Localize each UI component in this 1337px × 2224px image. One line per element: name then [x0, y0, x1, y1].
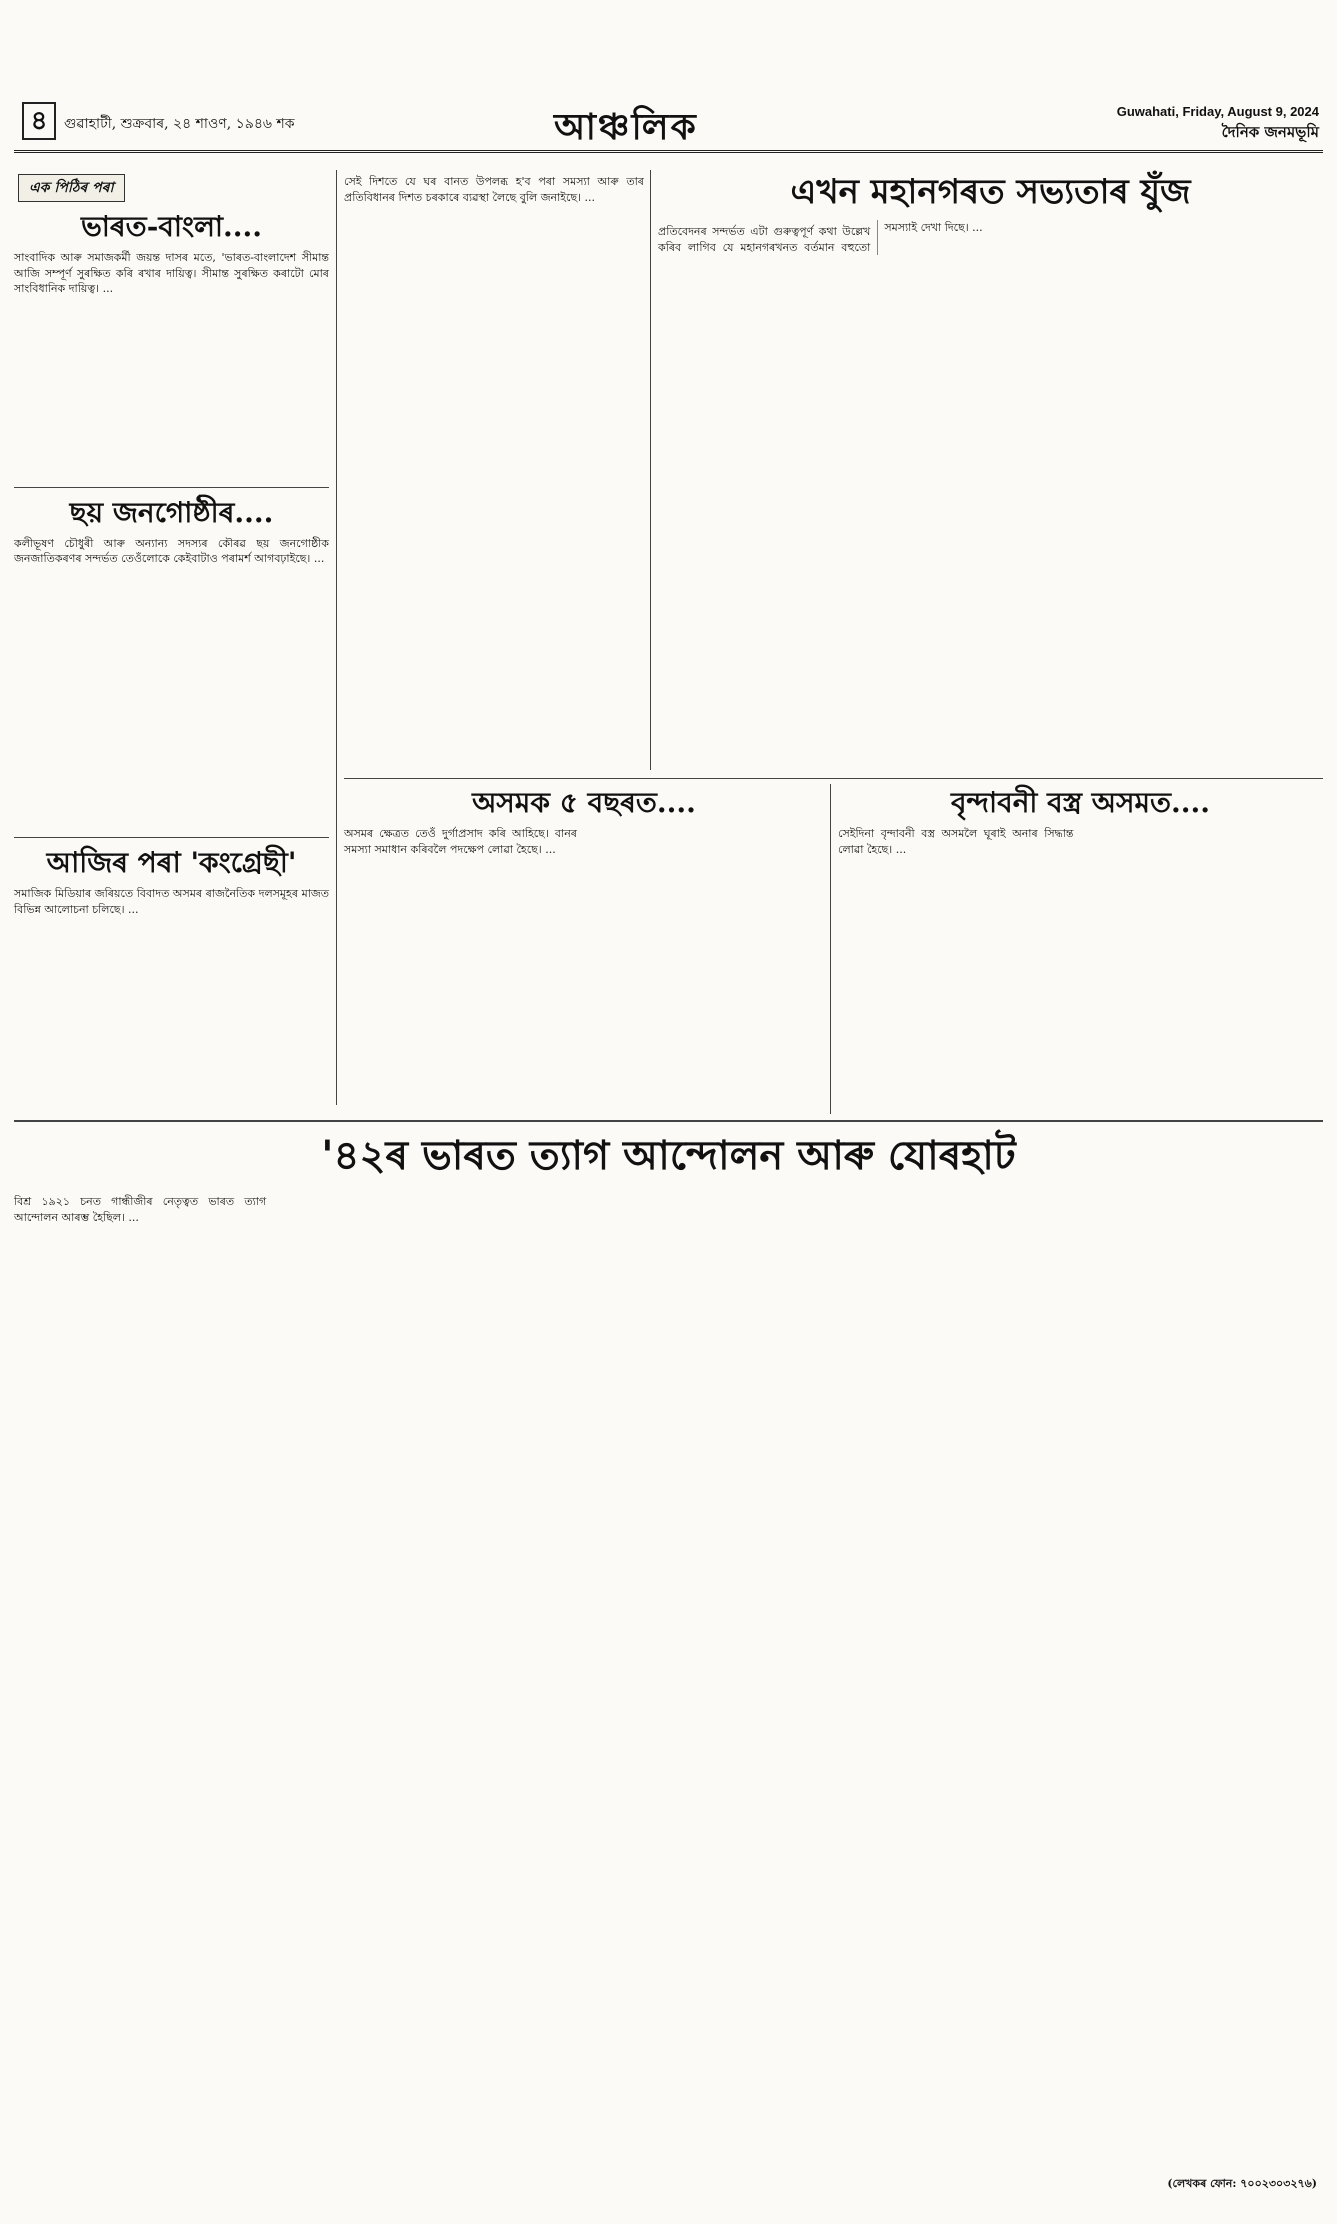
column-left [14, 170, 329, 1070]
headline-brindabani: বৃন্দাবনী বস্ত্ৰ অসমত.... [950, 786, 1211, 819]
dateline-english [1117, 104, 1319, 146]
article-quit-india: বিশ্ৰ ১৯২১ চনত গান্ধীজীৰ নেতৃত্বত ভাৰত ত্যাগ আন্দোলন আৰম্ভ হৈছিল। ... [14, 1195, 267, 1224]
text-block [14, 571, 329, 831]
masthead [14, 100, 1323, 153]
date-english: Guwahati, Friday, August 9, 2024 [1116, 104, 1319, 119]
text-block [14, 301, 329, 481]
article-bharat-bangla: সাংবাদিক আৰু সমাজকৰ্মী জয়ন্ত দাসৰ মতে, 'ভাৰত-বাংলাদেশ সীমান্ত আজি সম্পূৰ্ণ সুৰক্ষিত কৰি ৰখাৰ দায়িত্ব। সীমান্ত সুৰক্ষিত কৰাটো মোৰ সাংবিধানিক দায়িত্ব। ... [14, 251, 329, 296]
continuation-kicker: এক পিঠিৰ পৰা [18, 174, 125, 202]
article-six-communities: কলীভূষণ চৌধুৰী আৰু অন্যান্য সদস্যৰ কৌৰৱ ছয় জনগোষ্ঠীক জনজাতিকৰণৰ সন্দৰ্ভত তেওঁলোকে কেইবাটাও পৰামৰ্শ আগবঢ়াইছে। ... [14, 536, 329, 566]
story-brindabani-columns [838, 822, 1323, 857]
column-rule [830, 784, 831, 1114]
article-main: প্ৰতিবেদনৰ সন্দৰ্ভত এটা গুৰুত্বপূৰ্ণ কথা উল্লেখ কৰিব লাগিব যে মহানগৰখনত বৰ্তমান বহুতো সমস্যাই দেখা দিছে। ... [658, 221, 983, 254]
main-story [658, 170, 1323, 770]
section-title: আঞ্চলিক [554, 106, 698, 148]
bottom-story-columns [14, 1190, 1323, 1225]
headline-six-communities: ছয় জনগোষ্ঠীৰ.... [69, 495, 274, 529]
divider [14, 1120, 1323, 1122]
divider [344, 778, 1323, 779]
dateline-bengali: গুৱাহাটী, শুক্ৰবাৰ, ২৪ শাওণ, ১৯৪৬ শক [64, 116, 295, 132]
divider [14, 837, 329, 838]
article-brindabani: সেইদিনা বৃন্দাবনী বস্ত্ৰ অসমলৈ ঘূৰাই অনাৰ সিদ্ধান্ত লোৱা হৈছে। ... [838, 827, 1074, 856]
paper-name: দৈনিক জনমভূমি [1221, 123, 1319, 141]
headline-congress: আজিৰ পৰা 'কংগ্ৰেছী' [46, 845, 297, 879]
article-congress: সমাজিক মিডিয়াৰ জৰিয়তে বিবাদত অসমৰ ৰাজনৈতিক দলসমূহৰ মাজত বিভিন্ন আলোচনা চলিছে। ... [14, 886, 329, 916]
column-second [344, 170, 644, 770]
story-brindabani [838, 784, 1323, 1114]
column-rule [650, 170, 651, 770]
main-story-columns [658, 220, 1323, 255]
story-assam-columns [344, 822, 824, 857]
column-rule [336, 170, 337, 1105]
headline-bharat-bangla: ভাৰত-বাংলা.... [80, 210, 263, 243]
divider [14, 487, 329, 488]
headline-assam-5-years: অসমক ৫ বছৰত.... [472, 786, 696, 819]
headline-quit-india: '৪২ৰ ভাৰত ত্যাগ আন্দোলন আৰু যোৰহাট [321, 1132, 1016, 1179]
article-continued: সেই দিশতে যে ঘৰ বানত উপলব্ধ হ'ব পৰা সমস্যা আৰু তাৰ প্ৰতিবিধানৰ দিশত চৰকাৰে ব্যৱস্থা লৈছে বুলি জনাইছে। ... [344, 175, 644, 204]
author-contact: (লেখকৰ ফোন: ৭০০২৩০৩২৭৬) [1167, 2177, 1317, 2190]
article-assam-5-years: অসমৰ ক্ষেত্ৰত তেওঁ দুৰ্গাপ্ৰসাদ কৰি আহিছে। বানৰ সমস্যা সমাধান কৰিবলৈ পদক্ষেপ লোৱা হৈছে। ... [344, 827, 577, 856]
headline-main: এখন মহানগৰত সভ্যতাৰ যুঁজ [790, 172, 1191, 212]
story-assam-5-years [344, 784, 824, 1114]
page-number: ৪ [22, 102, 56, 140]
bottom-story [14, 1130, 1323, 2200]
